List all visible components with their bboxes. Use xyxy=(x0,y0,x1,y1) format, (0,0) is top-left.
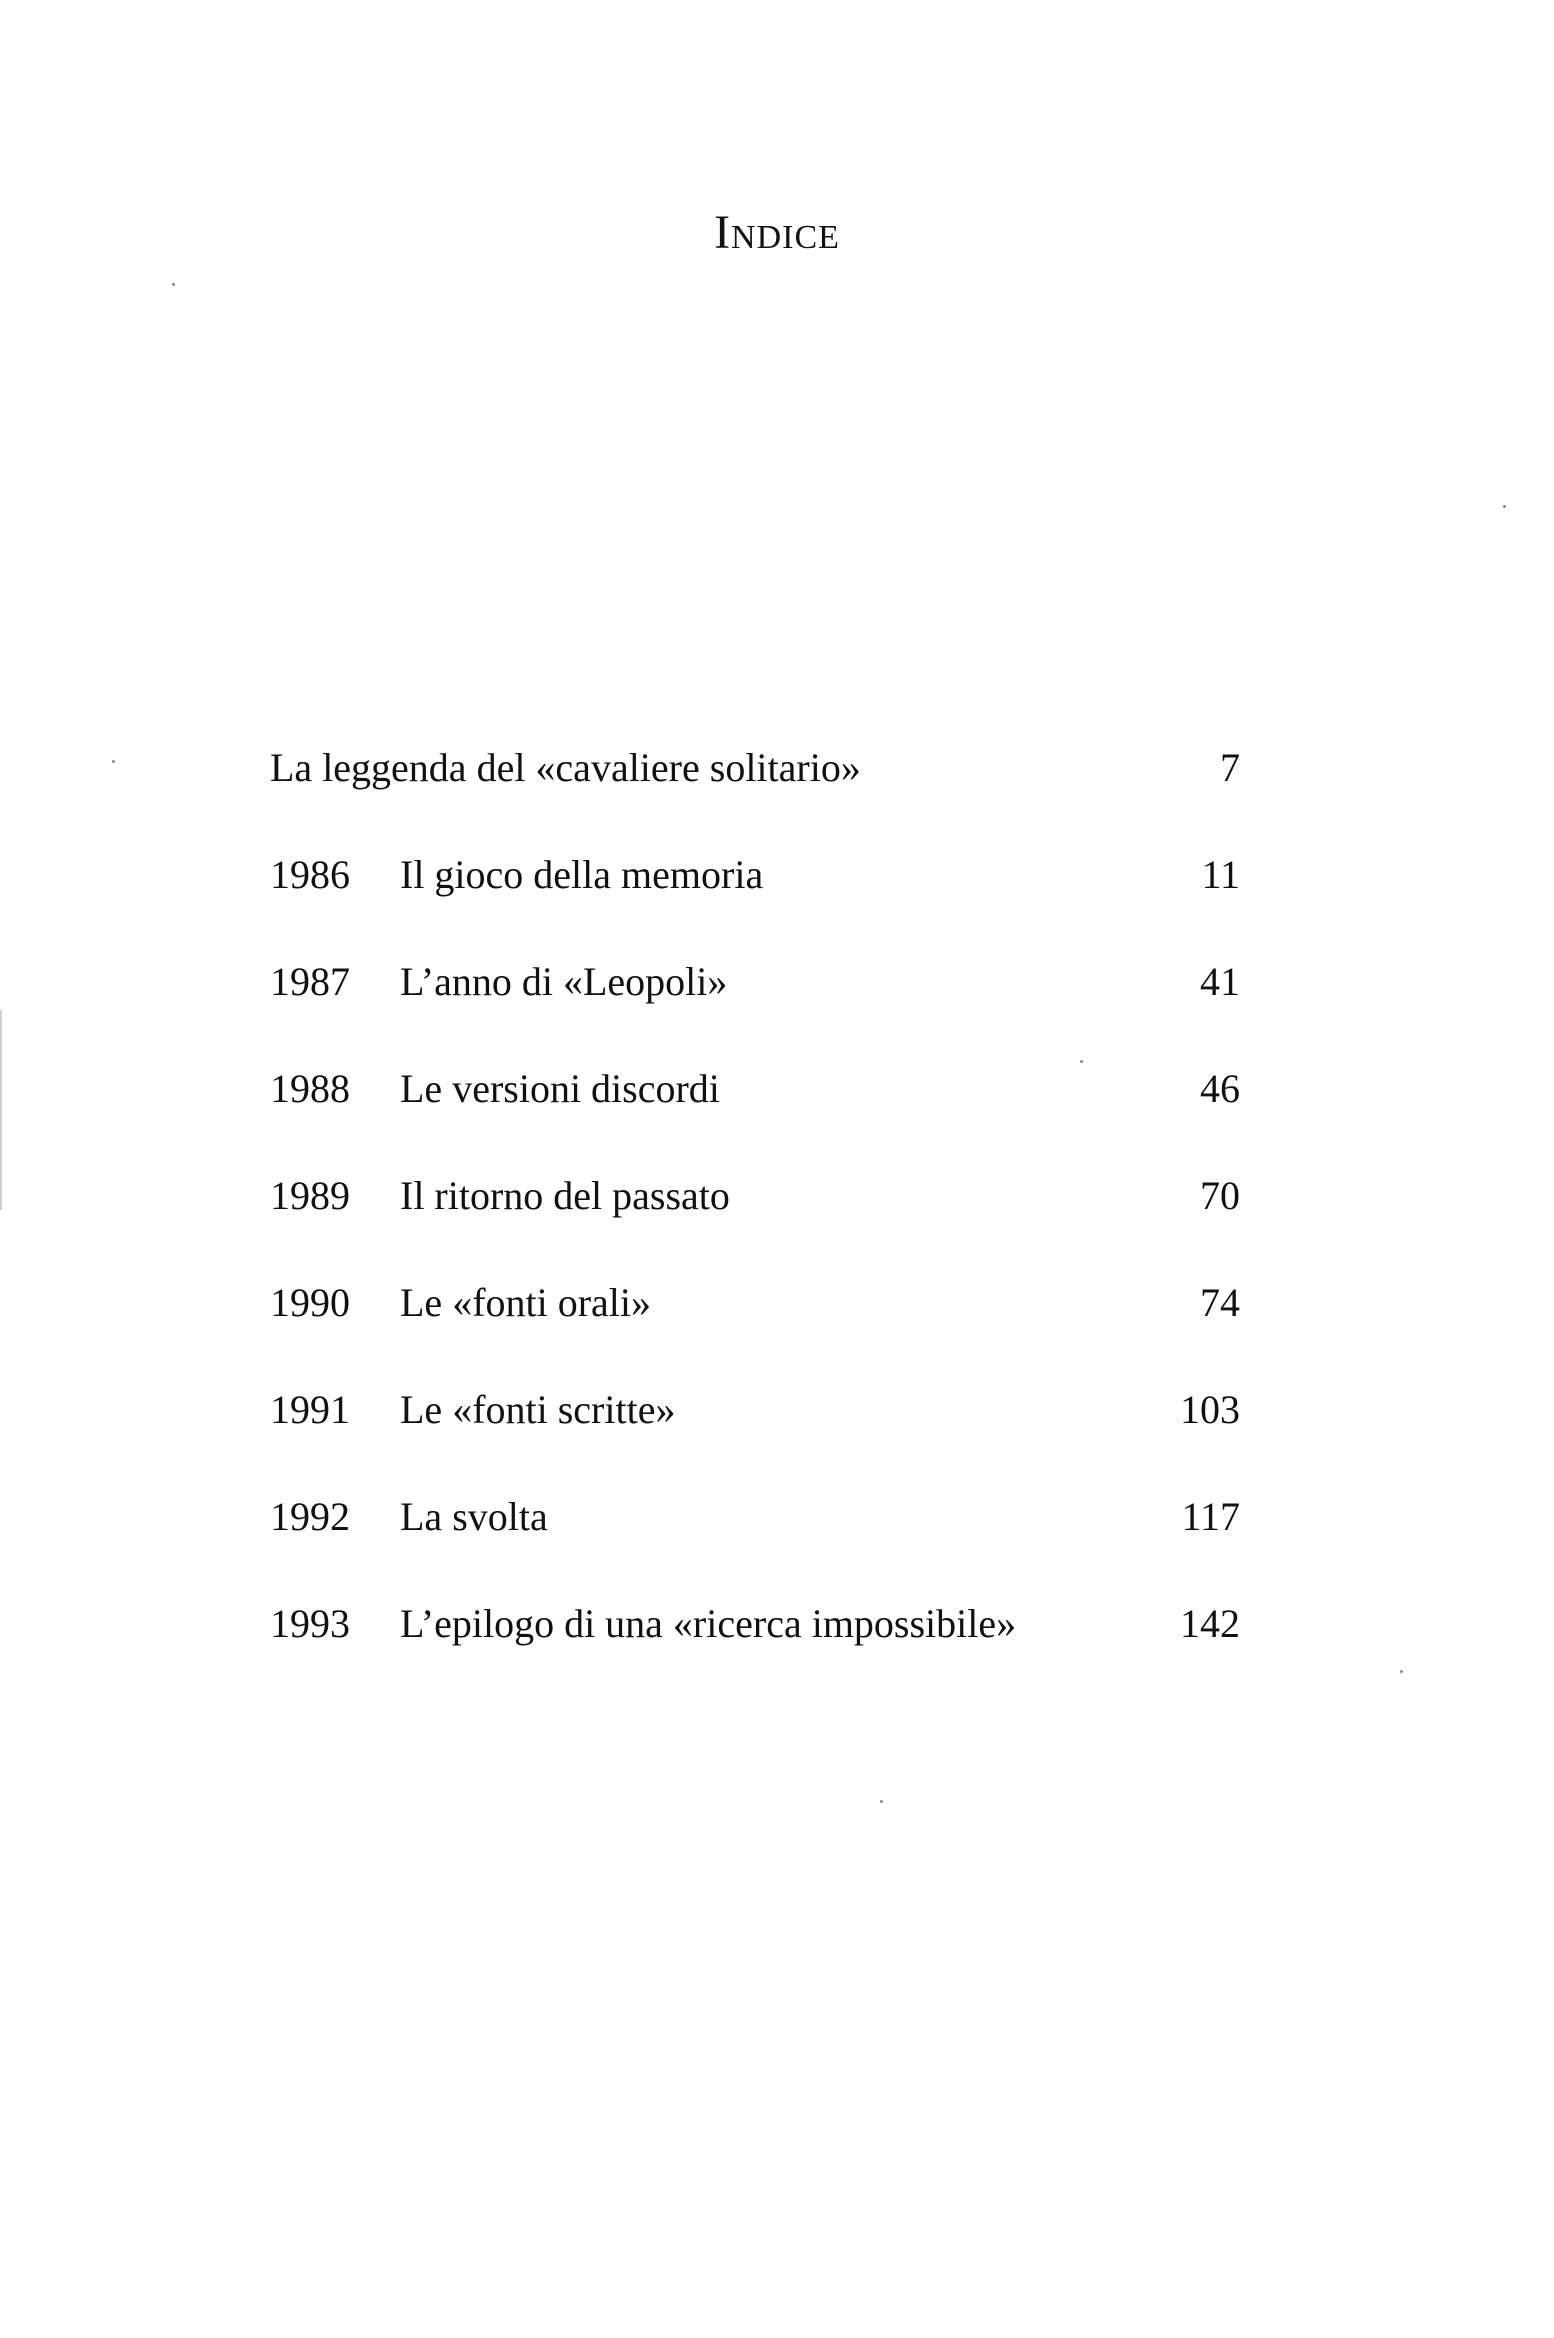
toc-entry-title: L’anno di «Leopoli» xyxy=(400,959,728,1004)
toc-entry xyxy=(270,1166,1240,1273)
toc-entry-page: 74 xyxy=(1200,1280,1240,1325)
toc-entry-year: 1991 xyxy=(270,1387,350,1432)
toc-entry xyxy=(270,1273,1240,1380)
toc-entry-title: Le «fonti orali» xyxy=(400,1280,652,1325)
toc-entry-year: 1992 xyxy=(270,1494,350,1539)
toc-entry xyxy=(270,1059,1240,1166)
toc-entry xyxy=(270,845,1240,952)
scan-speck xyxy=(1503,505,1506,508)
toc-entry-year: 1986 xyxy=(270,852,350,897)
toc-entry xyxy=(270,738,1240,845)
toc-entry-year: 1993 xyxy=(270,1601,350,1646)
toc-entry-page: 41 xyxy=(1200,959,1240,1004)
toc-entry-title: Il gioco della memoria xyxy=(400,852,764,897)
toc-entry-title: L’epilogo di una «ricerca impossibile» xyxy=(400,1601,1017,1646)
toc-entry-page: 142 xyxy=(1180,1601,1240,1646)
toc-entry-year: 1989 xyxy=(270,1173,350,1218)
toc-entry xyxy=(270,1380,1240,1487)
page-title: Indice xyxy=(714,206,840,259)
table-of-contents xyxy=(270,738,1240,1701)
toc-entry-page: 11 xyxy=(1201,852,1240,897)
scan-speck xyxy=(1080,1060,1083,1063)
toc-entry-page: 7 xyxy=(1220,745,1240,790)
toc-entry-page: 70 xyxy=(1200,1173,1240,1218)
scan-speck xyxy=(172,283,175,286)
toc-entry xyxy=(270,1594,1240,1701)
toc-entry-title: La leggenda del «cavaliere solitario» xyxy=(270,745,861,790)
scan-speck xyxy=(880,1800,883,1803)
toc-entry-title: Il ritorno del passato xyxy=(400,1173,730,1218)
toc-entry-page: 117 xyxy=(1181,1494,1240,1539)
toc-entry-year: 1988 xyxy=(270,1066,350,1111)
toc-entry-title: Le «fonti scritte» xyxy=(400,1387,676,1432)
toc-entry-title: Le versioni discordi xyxy=(400,1066,720,1111)
toc-entry-year: 1987 xyxy=(270,959,350,1004)
scan-speck xyxy=(1400,1670,1403,1673)
toc-entry xyxy=(270,952,1240,1059)
scan-speck xyxy=(112,760,115,763)
toc-entry-page: 103 xyxy=(1180,1387,1240,1432)
toc-entry xyxy=(270,1487,1240,1594)
toc-entry-page: 46 xyxy=(1200,1066,1240,1111)
scan-edge-mark xyxy=(0,1010,2,1210)
toc-entry-year: 1990 xyxy=(270,1280,350,1325)
toc-entry-title: La svolta xyxy=(400,1494,548,1539)
